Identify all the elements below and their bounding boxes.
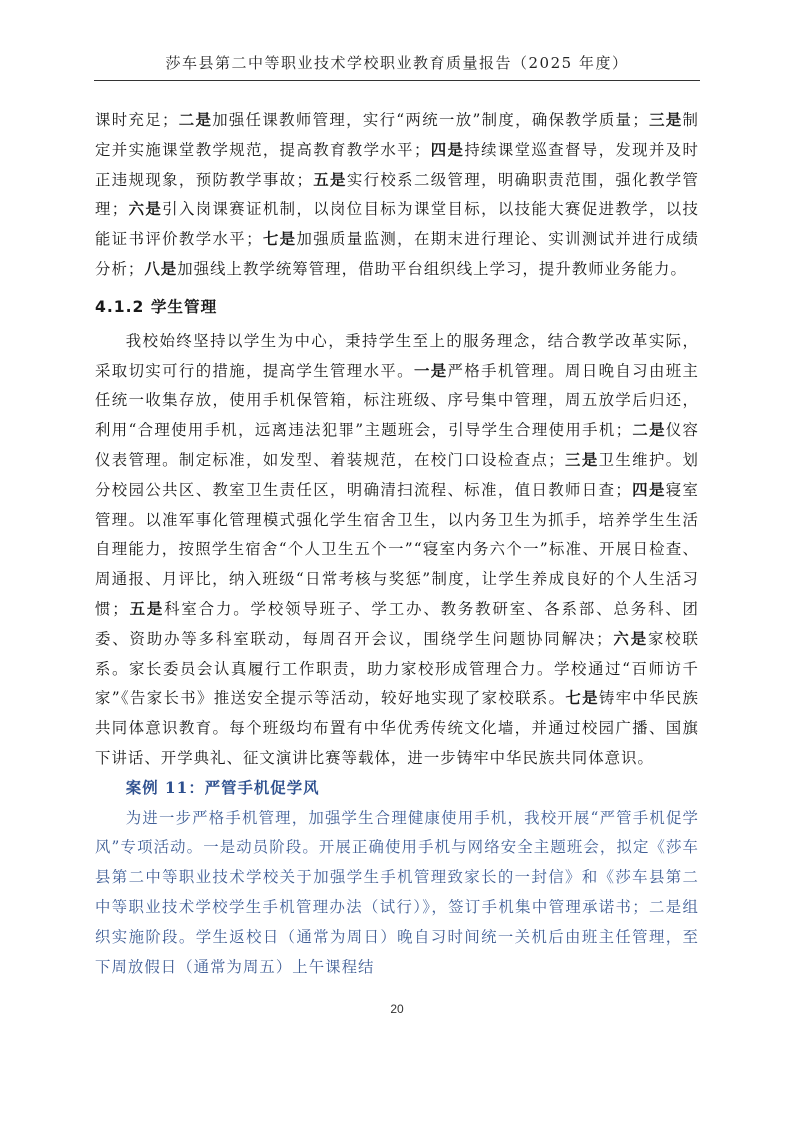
- body-text: 课时充足；: [95, 111, 179, 129]
- emphasis-text: 二是: [178, 111, 213, 129]
- section-heading: 4.1.2 学生管理: [95, 297, 218, 316]
- emphasis-text: 四是: [430, 140, 465, 159]
- body-text: 加强线上教学统筹管理，借助平台组织线上学习，提升教师业务能力。: [177, 259, 687, 278]
- emphasis-text: 六是: [612, 629, 648, 648]
- body-text: 严格手机管理。周日晚自习由班主任统一收集存放，使用手机保管箱，标注班级、序号集中管理，周五放学后归还，利用“合理使用手机，远离违法犯罪”主题班会，引导学生合理使用手机；: [95, 361, 699, 440]
- emphasis-text: 二是: [632, 421, 666, 440]
- emphasis-text: 七是: [262, 230, 297, 249]
- emphasis-text: 三是: [564, 450, 599, 469]
- emphasis-text: 四是: [631, 480, 666, 499]
- body-text: 寝室管理。以准军事化管理模式强化学生宿舍卫生，以内务卫生为抓手，培养学生生活自理能力，按照学生宿舍“个人卫生五个一”“寝室内务六个一”标准、开展日检查、周通报、月评比，纳入班级“日常考核与奖惩”制度，让学生养成良好的个人生活习惯；: [95, 480, 699, 618]
- body-text: 我校始终坚持以学生为中心，秉持学生至上的服务理念，结合教学改革实际，采取切实可行的措施，提高学生管理水平。: [95, 331, 699, 380]
- page-number: 20: [390, 1002, 404, 1016]
- emphasis-text: 五是: [312, 170, 347, 189]
- page-header: 莎车县第二中等职业技术学校职业教育质量报告（2025 年度）: [165, 54, 629, 72]
- paragraph-student-management: [95, 327, 699, 774]
- emphasis-text: 八是: [144, 259, 178, 278]
- emphasis-text: 三是: [648, 111, 683, 129]
- body-text: 加强任课教师管理，实行“两统一放”制度，确保教学质量；: [212, 111, 649, 129]
- header-divider: [94, 80, 700, 81]
- body-text: 科室合力。学校领导班子、学工办、教务教研室、各系部、总务科、团委、资助办等多科室联动，每周召开会议，围绕学生问题协同解决；: [95, 599, 699, 648]
- body-text: 持续课堂巡查督导，发现并及时正违规现象，预防教学事故；: [95, 140, 699, 189]
- emphasis-text: 一是: [413, 361, 448, 380]
- body-text: 制定并实施课堂教学规范，提高教育教学水平；: [95, 111, 699, 159]
- body-text: 家校联系。家长委员会认真履行工作职责，助力家校形成管理合力。学校通过“百师访千家”《告家长书》推送安全提示等活动，较好地实现了家校联系。: [95, 629, 699, 708]
- body-text: 铸牢中华民族共同体意识教育。每个班级均布置有中华优秀传统文化墙，并通过校园广播、国旗下讲话、开学典礼、征文演讲比赛等载体，进一步铸牢中华民族共同体意识。: [95, 689, 700, 767]
- emphasis-text: 五是: [128, 599, 165, 618]
- page-body: [95, 106, 699, 982]
- case-title: 案例 11：严管手机促学风: [125, 778, 320, 797]
- body-text: 卫生维护。划分校园公共区、教室卫生责任区，明确清扫流程、标准，值日教师日查；: [95, 450, 699, 499]
- emphasis-text: 六是: [128, 200, 163, 219]
- emphasis-text: 七是: [565, 689, 599, 708]
- paragraph-teaching-management: [95, 106, 699, 285]
- body-text: 引入岗课赛证机制，以岗位目标为课堂目标，以技能大赛促进教学，以技能证书评价教学水平；: [95, 200, 699, 249]
- body-text: 实行校系二级管理，明确职责范围，强化教学管理；: [95, 170, 699, 219]
- body-text: 仪容仪表管理。制定标准，如发型、着装规范，在校门口设检查点；: [95, 421, 699, 469]
- body-text: 加强质量监测，在期末进行理论、实训测试并进行成绩分析；: [95, 230, 699, 278]
- case-paragraph: 为进一步严格手机管理，加强学生合理健康使用手机，我校开展“严管手机促学风”专项活动。一是动员阶段。开展正确使用手机与网络安全主题班会，拟定《莎车县第二中等职业技术学校关于加强学生手机管理致家长的一封信》和《莎车县第二中等职业技术学校学生手机管理办法（试行）》，签订手机集中管理承诺书；二是组织实施阶段。学生返校日（通常为周日）晚自习时间统一关机后由班主任管理，至下周放假日（通常为周五）上午课程结: [95, 808, 699, 976]
